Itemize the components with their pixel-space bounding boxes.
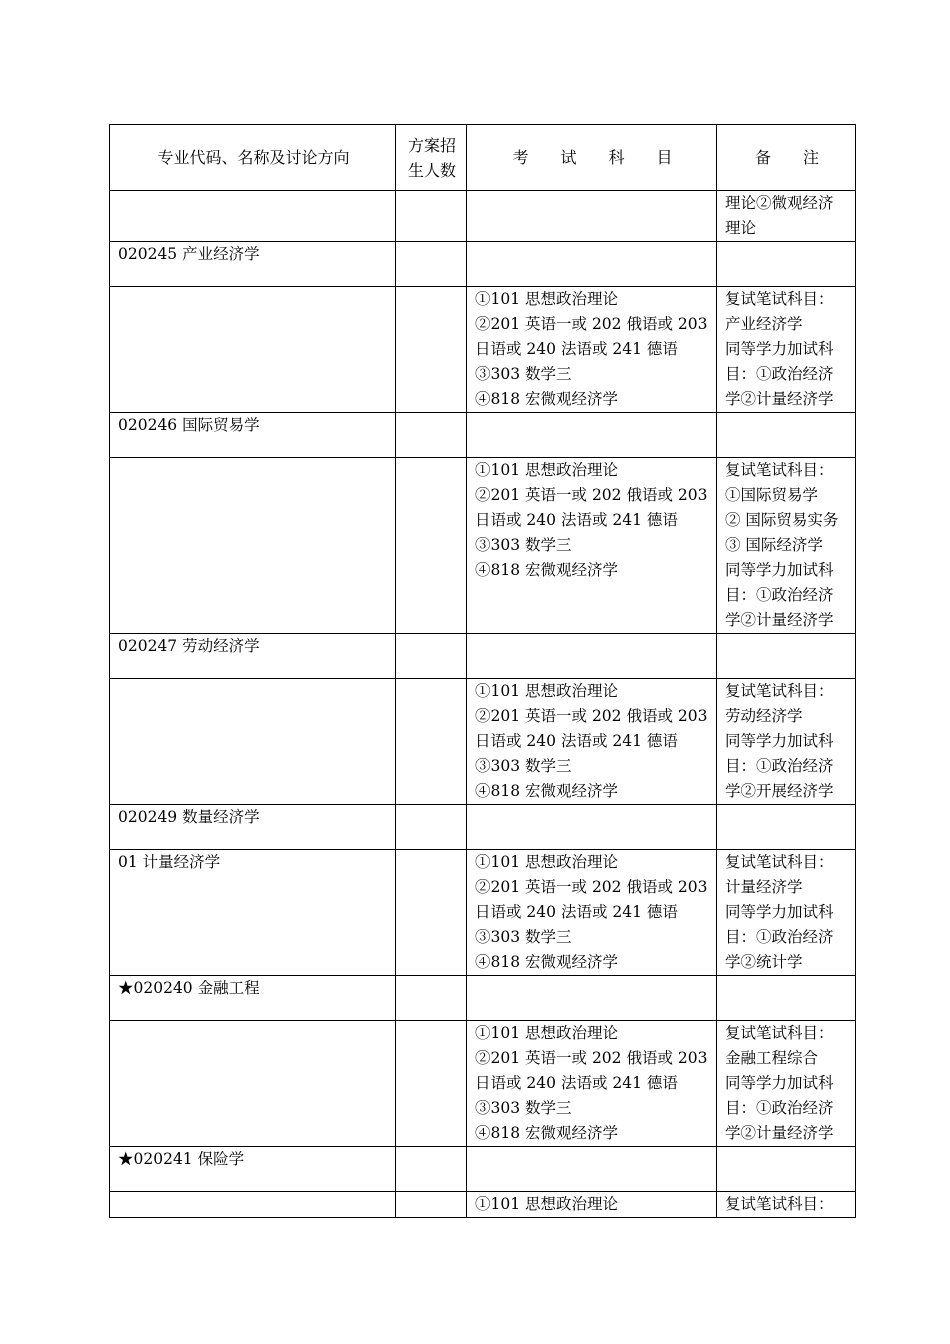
major-title-row xyxy=(110,805,856,850)
exam-cell xyxy=(467,413,717,458)
quota-cell xyxy=(396,458,467,634)
header-quota-line2: 生人数 xyxy=(407,160,456,180)
notes-line: 同等学力加试科 xyxy=(725,732,834,750)
notes-line: 学②计量经济学 xyxy=(725,611,834,629)
header-major: 专业代码、名称及讨论方向 xyxy=(110,125,396,191)
admissions-table xyxy=(109,124,856,1218)
exam-subjects-cell xyxy=(467,679,717,805)
quota-cell xyxy=(396,1021,467,1147)
notes-line: 目：①政治经济 xyxy=(725,365,834,383)
header-quota-line1: 方案招 xyxy=(407,135,456,155)
notes-line: 学②开展经济学 xyxy=(725,782,834,800)
major-detail-row xyxy=(110,850,856,976)
quota-cell xyxy=(396,679,467,805)
exam-line: ①101 思想政治理论 xyxy=(475,461,619,479)
header-quota xyxy=(396,125,467,191)
continuation-notes-cell xyxy=(717,191,856,242)
header-notes: 备 注 xyxy=(717,125,856,191)
major-title-row xyxy=(110,1147,856,1192)
major-title: 020247 劳动经济学 xyxy=(110,634,396,679)
notes-cell xyxy=(717,242,856,287)
major-detail-row xyxy=(110,679,856,805)
notes-line: 理论 xyxy=(725,219,757,237)
notes-cell xyxy=(717,1021,856,1147)
notes-cell xyxy=(717,634,856,679)
exam-line: ④818 宏微观经济学 xyxy=(475,561,619,579)
major-detail-row xyxy=(110,458,856,634)
major-title-row xyxy=(110,413,856,458)
notes-cell xyxy=(717,1192,856,1218)
header-exam: 考 试 科 目 xyxy=(467,125,717,191)
major-title-row xyxy=(110,634,856,679)
major-title: 020245 产业经济学 xyxy=(110,242,396,287)
continuation-direction-cell xyxy=(110,191,396,242)
notes-line: 复试笔试科目： xyxy=(725,1024,834,1042)
quota-cell xyxy=(396,287,467,413)
exam-line: 日语或 240 法语或 241 德语 xyxy=(475,340,678,358)
exam-line: ②201 英语一或 202 俄语或 203 xyxy=(475,707,708,725)
exam-subjects-cell xyxy=(467,287,717,413)
notes-line: 理论②微观经济 xyxy=(725,194,834,212)
notes-cell xyxy=(717,976,856,1021)
notes-line: 目：①政治经济 xyxy=(725,928,834,946)
notes-line: ①国际贸易学 xyxy=(725,486,819,504)
notes-line: 复试笔试科目： xyxy=(725,1195,834,1213)
major-detail-row xyxy=(110,1021,856,1147)
exam-line: ①101 思想政治理论 xyxy=(475,1195,619,1213)
notes-cell xyxy=(717,287,856,413)
exam-line: ④818 宏微观经济学 xyxy=(475,953,619,971)
exam-line: 日语或 240 法语或 241 德语 xyxy=(475,511,678,529)
direction-cell xyxy=(110,287,396,413)
exam-cell xyxy=(467,1147,717,1192)
exam-line: ③303 数学三 xyxy=(475,536,572,554)
exam-cell xyxy=(467,634,717,679)
exam-line: ②201 英语一或 202 俄语或 203 xyxy=(475,878,708,896)
major-title: 020249 数量经济学 xyxy=(110,805,396,850)
notes-line: 劳动经济学 xyxy=(725,707,803,725)
quota-cell xyxy=(396,413,467,458)
direction-cell xyxy=(110,1021,396,1147)
quota-cell xyxy=(396,976,467,1021)
notes-cell xyxy=(717,1147,856,1192)
notes-line: 产业经济学 xyxy=(725,315,803,333)
continuation-exam-cell xyxy=(467,191,717,242)
notes-line: 同等学力加试科 xyxy=(725,561,834,579)
quota-cell xyxy=(396,242,467,287)
major-title-row xyxy=(110,242,856,287)
exam-line: 日语或 240 法语或 241 德语 xyxy=(475,903,678,921)
exam-subjects-cell xyxy=(467,850,717,976)
continuation-quota-cell xyxy=(396,191,467,242)
notes-line: 同等学力加试科 xyxy=(725,1074,834,1092)
notes-cell xyxy=(717,413,856,458)
notes-line: 复试笔试科目： xyxy=(725,290,834,308)
exam-line: ④818 宏微观经济学 xyxy=(475,390,619,408)
notes-line: 复试笔试科目： xyxy=(725,461,834,479)
notes-line: 同等学力加试科 xyxy=(725,340,834,358)
direction-cell xyxy=(110,1192,396,1218)
quota-cell xyxy=(396,1147,467,1192)
notes-line: 复试笔试科目： xyxy=(725,682,834,700)
major-title: ★020240 金融工程 xyxy=(110,976,396,1021)
notes-line: ③ 国际经济学 xyxy=(725,536,823,554)
notes-cell xyxy=(717,850,856,976)
quota-cell xyxy=(396,805,467,850)
notes-line: 学②计量经济学 xyxy=(725,1124,834,1142)
notes-line: 学②统计学 xyxy=(725,953,803,971)
notes-cell xyxy=(717,805,856,850)
exam-subjects-cell xyxy=(467,1021,717,1147)
exam-line: ③303 数学三 xyxy=(475,1099,572,1117)
major-title: ★020241 保险学 xyxy=(110,1147,396,1192)
notes-line: 学②计量经济学 xyxy=(725,390,834,408)
exam-line: ②201 英语一或 202 俄语或 203 xyxy=(475,315,708,333)
exam-line: 日语或 240 法语或 241 德语 xyxy=(475,1074,678,1092)
notes-line: 目：①政治经济 xyxy=(725,1099,834,1117)
exam-line: ①101 思想政治理论 xyxy=(475,853,619,871)
exam-line: ④818 宏微观经济学 xyxy=(475,1124,619,1142)
exam-subjects-cell xyxy=(467,458,717,634)
exam-line: ②201 英语一或 202 俄语或 203 xyxy=(475,1049,708,1067)
exam-cell xyxy=(467,805,717,850)
exam-line: ③303 数学三 xyxy=(475,928,572,946)
notes-line: 同等学力加试科 xyxy=(725,903,834,921)
exam-line: ②201 英语一或 202 俄语或 203 xyxy=(475,486,708,504)
exam-line: 日语或 240 法语或 241 德语 xyxy=(475,732,678,750)
exam-line: ③303 数学三 xyxy=(475,365,572,383)
exam-cell xyxy=(467,976,717,1021)
exam-line: ①101 思想政治理论 xyxy=(475,682,619,700)
direction-cell: 01 计量经济学 xyxy=(110,850,396,976)
quota-cell xyxy=(396,634,467,679)
direction-cell xyxy=(110,679,396,805)
table-header-row xyxy=(110,125,856,191)
notes-cell xyxy=(717,679,856,805)
major-detail-row xyxy=(110,1192,856,1218)
notes-line: 目：①政治经济 xyxy=(725,586,834,604)
notes-line: 金融工程综合 xyxy=(725,1049,819,1067)
exam-line: ③303 数学三 xyxy=(475,757,572,775)
direction-cell xyxy=(110,458,396,634)
quota-cell xyxy=(396,850,467,976)
quota-cell xyxy=(396,1192,467,1218)
major-title-row xyxy=(110,976,856,1021)
table-body xyxy=(110,191,856,1218)
exam-cell xyxy=(467,242,717,287)
major-title: 020246 国际贸易学 xyxy=(110,413,396,458)
notes-line: 计量经济学 xyxy=(725,878,803,896)
continuation-row xyxy=(110,191,856,242)
exam-subjects-cell xyxy=(467,1192,717,1218)
exam-line: ①101 思想政治理论 xyxy=(475,1024,619,1042)
exam-line: ④818 宏微观经济学 xyxy=(475,782,619,800)
major-detail-row xyxy=(110,287,856,413)
notes-line: ② 国际贸易实务 xyxy=(725,511,839,529)
notes-line: 复试笔试科目： xyxy=(725,853,834,871)
notes-line: 目：①政治经济 xyxy=(725,757,834,775)
exam-line: ①101 思想政治理论 xyxy=(475,290,619,308)
notes-cell xyxy=(717,458,856,634)
